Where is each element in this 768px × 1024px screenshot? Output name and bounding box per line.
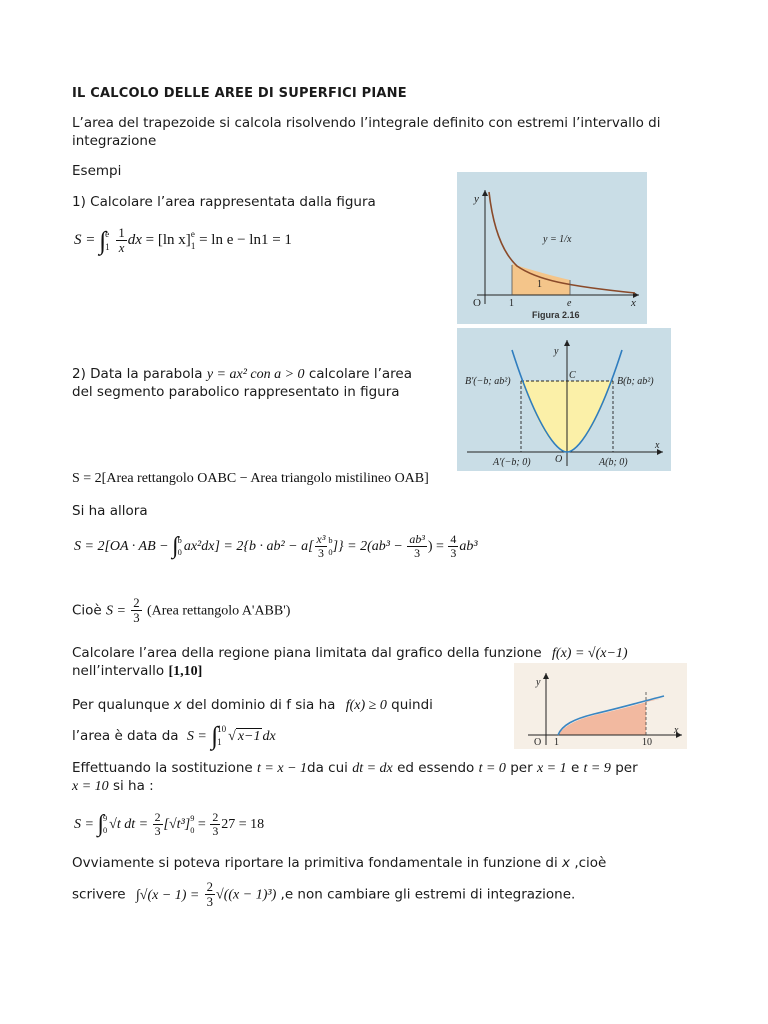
sost-f3: t = 0 [478, 761, 506, 776]
ex3-line-2 [72, 663, 202, 680]
fig3-axis-x: x [674, 725, 679, 736]
cioe-frac [131, 596, 141, 625]
lf-integral: ∫ b 0 [172, 532, 182, 559]
ex3-function-formula: f(x) = √(x−1) [552, 646, 628, 661]
sost-mid2: ed essendo [397, 760, 475, 776]
fig2-label-A: A(b; 0) [599, 457, 628, 468]
fig2-label-C: C [569, 370, 576, 381]
ovviamente-pre: Ovviamente si poteva riportare la primitiva fondamentale in funzione di [72, 855, 563, 871]
ff-b-upper: 9 [190, 813, 195, 823]
scrivere-line [72, 880, 575, 909]
fig3-tick-10: 10 [642, 737, 652, 748]
fraction [116, 226, 126, 255]
example-1-text: 1) Calcolare l’area rappresentata dalla figura [72, 194, 376, 210]
fig2-label-A-prime: A′(−b; 0) [493, 457, 531, 468]
intro-line-2: integrazione [72, 133, 157, 149]
scrivere-frac-d: 3 [206, 895, 214, 910]
fig1-origin: O [473, 297, 481, 309]
s-area-formula: S = 2[Area rettangolo OABC − Area triangolo mistilineo OAB] [72, 471, 429, 486]
dominio-post: del dominio di f sia ha [181, 697, 336, 713]
area-line: l’area è data da S = ∫ 10 1 √ x−1 dx [72, 721, 276, 750]
cioe-lhs: S = [106, 603, 126, 619]
ff-frac2-d: 3 [212, 824, 219, 839]
sost2-f1: x = 10 [72, 779, 109, 794]
long-formula [74, 533, 478, 560]
dominio-x: x [173, 697, 182, 713]
ff-bracket: [√t³] [163, 816, 191, 832]
example-2-line-2: del segmento parabolico rappresentato in figura [72, 384, 400, 400]
lf-part5: ab³ [459, 538, 478, 554]
fig1-area-label: 1 [537, 279, 542, 290]
scrivere-frac [205, 880, 215, 909]
lf-frac1-n: x³ [316, 532, 326, 546]
scrivere-rhs: √((x − 1)³) [216, 887, 277, 903]
fig2-axis-y: y [554, 346, 559, 357]
ff-mid: = [197, 816, 206, 832]
fig3-axis-y: y [536, 677, 541, 688]
fig2-axis-x: x [655, 440, 660, 451]
ex3-line1-text: Calcolare l’area della regione piana limitata dal grafico della funzione [72, 645, 542, 661]
fig1-axis-y: y [474, 193, 479, 205]
lf-frac1 [315, 533, 328, 560]
sost-f5: t = 9 [583, 761, 611, 776]
ff-integral: ∫ 9 0 [97, 810, 108, 837]
lf-frac2 [407, 533, 426, 560]
sost-mid5: per [615, 760, 638, 776]
ff-frac1-n: 2 [154, 810, 161, 824]
ex3-line2-text: nell’intervallo [72, 663, 165, 679]
dominio-pre: Per qualunque [72, 697, 174, 713]
lf-frac2-n: ab³ [409, 532, 425, 546]
dominio-line [72, 697, 433, 714]
lf-frac3-d: 3 [450, 546, 457, 561]
fig3-origin: O [534, 737, 542, 748]
ff-end: 27 = 18 [221, 816, 265, 832]
final-formula [74, 811, 264, 838]
formula-lhs: S = [74, 231, 96, 248]
lf-frac1-d: 3 [317, 546, 324, 561]
fig2-label-O: O [555, 454, 563, 465]
area-lhs: S = [186, 728, 207, 744]
page-title: IL CALCOLO DELLE AREE DI SUPERFICI PIANE [72, 86, 407, 101]
ff-frac1-d: 3 [154, 824, 161, 839]
integral-sign: ∫ e 1 [99, 225, 110, 255]
ff-lower: 0 [102, 825, 108, 835]
cioe-line [72, 596, 290, 625]
ff-b-lower: 0 [190, 825, 195, 835]
intro-line-1: L’area del trapezoide si calcola risolvendo l’integrale definito con estremi l’intervallo di [72, 115, 661, 131]
sost-mid3: per [510, 760, 533, 776]
sost-f1: t = x − 1 [257, 761, 308, 776]
ovviamente-x: x [562, 855, 571, 871]
lf-part3: ]} = 2(ab³ − [332, 538, 407, 554]
scrivere-word: scrivere [72, 886, 126, 903]
si-ha-allora: Si ha allora [72, 503, 148, 519]
ex2-text-pre: 2) Data la parabola [72, 366, 203, 382]
area-upper: 10 [217, 724, 227, 735]
ff-integrand: √t dt = [109, 816, 149, 832]
area-lower: 1 [217, 736, 222, 747]
sost-pre: Effettuando la sostituzione [72, 760, 253, 776]
ff-frac2 [210, 811, 220, 838]
lf-b-upper: b [328, 535, 333, 545]
fig1-curve-label: y = 1/x [543, 234, 572, 245]
ff-frac1 [153, 811, 163, 838]
area-integrand: x−1 [237, 728, 261, 744]
sost2-post: si ha : [112, 778, 154, 794]
lf-part1: S = 2[OA · AB − [74, 538, 173, 554]
area-text: l’area è data da [72, 727, 179, 744]
lf-b-lower: 0 [328, 547, 333, 557]
scrivere-post: ,e non cambiare gli estremi di integrazione. [280, 886, 576, 903]
cioe-word: Cioè [72, 602, 102, 619]
lf-part2: ax²dx] = 2{b · ab² − a[ [183, 538, 314, 554]
sostituzione-line-1 [72, 760, 638, 777]
ex2-text-post: calcolare l’area [308, 366, 412, 382]
ff-lhs: S = [74, 816, 94, 832]
quindi-word: quindi [391, 697, 433, 713]
sostituzione-line-2 [72, 778, 154, 795]
cioe-rhs: (Area rettangolo A'ABB') [146, 603, 291, 619]
figure-parabola [457, 328, 671, 471]
ff-frac2-n: 2 [212, 810, 219, 824]
fig1-tick-1: 1 [509, 298, 514, 309]
formula-rest: = ln e − ln1 = 1 [199, 231, 292, 248]
ff-upper: 9 [102, 813, 108, 823]
ex3-interval: [1,10] [168, 664, 203, 679]
fig1-tick-e: e [567, 298, 572, 309]
example-2-line-1 [72, 366, 412, 383]
lf-frac3 [448, 533, 458, 560]
cioe-num: 2 [133, 596, 140, 610]
scrivere-frac-n: 2 [206, 880, 214, 894]
fig2-label-B: B(b; ab²) [617, 376, 654, 387]
fig1-caption: Figura 2.16 [532, 310, 580, 320]
area-integral: ∫ 10 1 [211, 721, 227, 750]
ovviamente-line [72, 855, 606, 871]
ovviamente-post: ,cioè [570, 855, 607, 871]
ln-bracket: [ln x] [157, 231, 191, 248]
figure-hyperbola [457, 172, 647, 324]
ln-lower: 1 [190, 240, 196, 251]
fig1-axis-x: x [631, 297, 636, 309]
example-1-formula: S = ∫ e 1 $\frac{1}{x}$ dx = [ln x] e 1 = ln e − ln1 = 1 [74, 225, 292, 256]
frac-den: x [118, 241, 125, 256]
dx: dx [127, 231, 142, 248]
fig3-tick-1: 1 [554, 737, 559, 748]
integral-lower: 1 [105, 241, 110, 252]
lf-part4: ) = [427, 538, 448, 554]
frac-num: 1 [118, 226, 125, 240]
sost-f4: x = 1 [536, 761, 567, 776]
ex3-line-1 [72, 645, 628, 662]
integral-upper: e [105, 228, 110, 239]
lf-upper: b [177, 535, 182, 545]
figure-sqrt [514, 663, 687, 749]
dominio-formula: f(x) ≥ 0 [345, 698, 387, 713]
lf-lower: 0 [177, 547, 182, 557]
ln-upper: e [190, 228, 195, 239]
esempi-heading: Esempi [72, 163, 122, 179]
parabola-formula: y = ax² con a > 0 [206, 367, 305, 382]
fig2-label-B-prime: B′(−b; ab²) [465, 376, 511, 387]
scrivere-lhs: ∫√(x − 1) = [135, 887, 200, 903]
sost-mid1: da cui [307, 760, 348, 776]
sost-f2: dt = dx [352, 761, 393, 776]
cioe-den: 3 [133, 611, 140, 626]
lf-frac3-n: 4 [450, 532, 457, 546]
sost-mid4: e [570, 760, 580, 776]
area-dx: dx [262, 728, 276, 744]
lf-frac2-d: 3 [414, 546, 421, 561]
